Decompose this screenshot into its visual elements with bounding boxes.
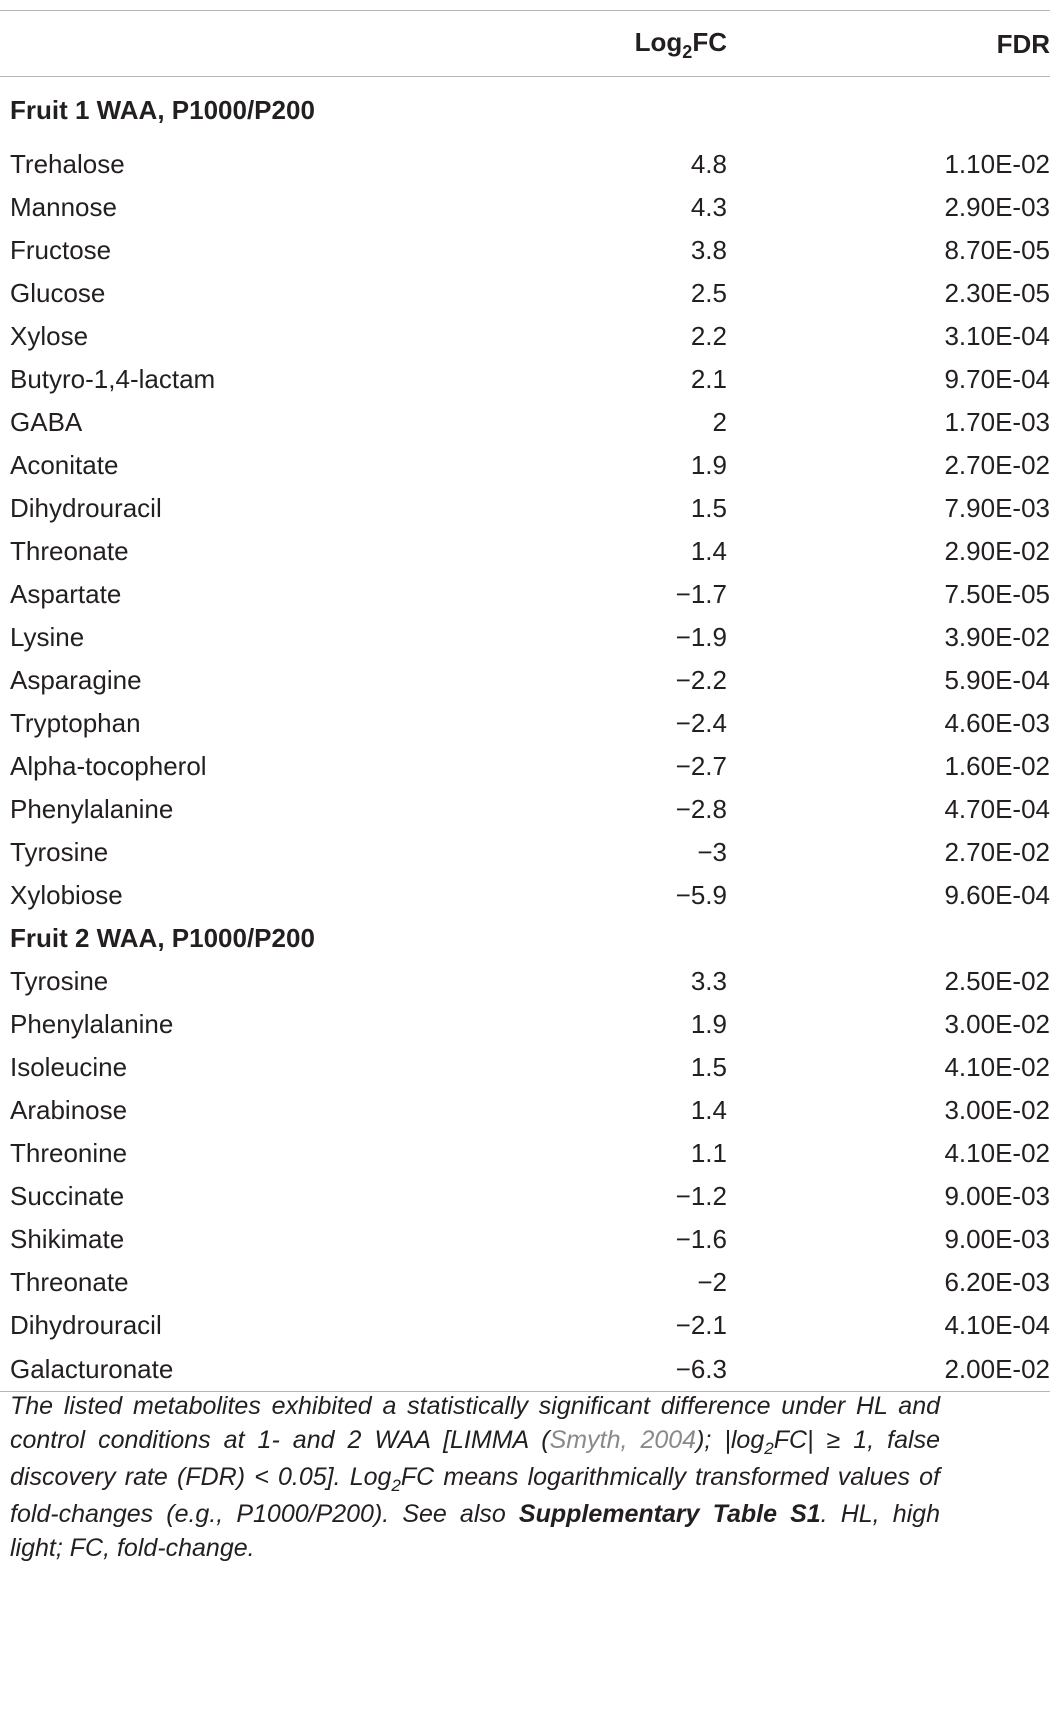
group-header-row (0, 77, 1050, 144)
metabolite-name-cell: Aspartate (10, 579, 122, 609)
fdr-cell: 1.60E-02 (944, 751, 1050, 781)
fdr-cell: 9.00E-03 (944, 1224, 1050, 1254)
table-row (0, 1261, 1050, 1304)
metabolite-name-cell: Arabinose (10, 1095, 128, 1125)
fdr-cell: 1.70E-03 (944, 407, 1050, 437)
metabolite-name-cell: Tryptophan (10, 708, 141, 738)
log2fc-cell: −1.2 (675, 1181, 727, 1211)
log2fc-cell: −3 (697, 837, 727, 867)
log2fc-cell: −6.3 (523, 1347, 727, 1392)
fdr-cell: 3.00E-02 (944, 1095, 1050, 1125)
log2fc-cell: −2.8 (675, 794, 727, 824)
fdr-cell: 8.70E-05 (944, 235, 1050, 265)
table-body (0, 77, 1050, 1392)
table-row (0, 143, 1050, 186)
table-row (0, 401, 1050, 444)
table-row (0, 272, 1050, 315)
log2fc-cell: 2.5 (690, 278, 727, 308)
footnote-supplementary-link[interactable]: Supplementary Table S1 (518, 1500, 821, 1528)
fdr-cell: 2.00E-02 (727, 1347, 1050, 1392)
metabolite-name-cell: Dihydrouracil (10, 1310, 162, 1340)
table-row (0, 444, 1050, 487)
log2fc-cell: −2.4 (675, 708, 727, 738)
log2fc-cell: 1.4 (690, 536, 727, 566)
fdr-cell: 3.00E-02 (944, 1009, 1050, 1039)
metabolite-name-cell: Glucose (10, 278, 106, 308)
metabolite-name-cell: Dihydrouracil (10, 493, 162, 523)
log2fc-cell: 1.9 (690, 450, 727, 480)
fdr-cell: 4.10E-02 (944, 1052, 1050, 1082)
group-title: Fruit 2 WAA, P1000/P200 (10, 923, 315, 953)
metabolite-name-cell: Succinate (10, 1181, 125, 1211)
table-row (0, 487, 1050, 530)
footnote-text-4: FC means logarithmically transformed values of fold-changes (e.g., P1000/P200). See also (10, 1463, 940, 1528)
group-empty-cell (727, 77, 1050, 144)
table-row (0, 1347, 1050, 1392)
table-row (0, 831, 1050, 874)
metabolite-name-cell: Galacturonate (0, 1347, 523, 1392)
metabolite-name-cell: Tyrosine (10, 837, 109, 867)
footnote-text-1: The listed metabolites exhibited a statistically significant difference under HL and control conditions at 1- and 2 WAA [LIMMA ( (10, 1392, 940, 1454)
metabolite-name-cell: Xylose (10, 321, 89, 351)
log2fc-cell: −2.2 (675, 665, 727, 695)
fdr-cell: 3.10E-04 (944, 321, 1050, 351)
metabolite-name-cell: Xylobiose (10, 880, 123, 910)
footnote-citation-link[interactable]: Smyth, 2004 (549, 1426, 697, 1454)
fdr-cell: 2.70E-02 (944, 837, 1050, 867)
footnote-text-2: ); |log (696, 1426, 765, 1454)
fdr-cell: 6.20E-03 (944, 1267, 1050, 1297)
table-footnote (10, 1389, 940, 1565)
log2fc-cell: 3.8 (690, 235, 727, 265)
log2fc-cell: 2 (712, 407, 727, 437)
metabolite-name-cell: Aconitate (10, 450, 119, 480)
table-row (0, 874, 1050, 917)
fdr-cell: 7.50E-05 (944, 579, 1050, 609)
fdr-cell: 2.90E-03 (944, 192, 1050, 222)
metabolite-name-cell: Alpha-tocopherol (10, 751, 207, 781)
table-row (0, 788, 1050, 831)
log2fc-cell: 1.5 (690, 493, 727, 523)
log2fc-cell: −2 (697, 1267, 727, 1297)
group-empty-cell (523, 917, 727, 960)
metabolite-name-cell: Threonate (10, 1267, 129, 1297)
log2fc-cell: 1.9 (690, 1009, 727, 1039)
log2fc-cell: 4.8 (690, 149, 727, 179)
table-row (0, 745, 1050, 788)
footnote-subscript-2: 2 (391, 1476, 401, 1495)
table-row (0, 702, 1050, 745)
metabolite-name-cell: Shikimate (10, 1224, 125, 1254)
table-row (0, 358, 1050, 401)
group-title: Fruit 1 WAA, P1000/P200 (10, 95, 315, 125)
fdr-cell: 4.60E-03 (944, 708, 1050, 738)
group-empty-cell (523, 77, 727, 144)
header-log2fc-prefix: Log (634, 27, 683, 57)
metabolite-name-cell: Phenylalanine (10, 1009, 174, 1039)
header-fdr: FDR (727, 11, 1050, 77)
fdr-cell: 9.70E-04 (944, 364, 1050, 394)
metabolite-name-cell: Isoleucine (10, 1052, 128, 1082)
metabolite-name-cell: Lysine (10, 622, 85, 652)
fdr-cell: 2.30E-05 (944, 278, 1050, 308)
table-row (0, 186, 1050, 229)
log2fc-cell: 3.3 (690, 966, 727, 996)
table-row (0, 1089, 1050, 1132)
header-log2fc-subscript: 2 (682, 42, 693, 62)
table-row (0, 1175, 1050, 1218)
table-row (0, 1218, 1050, 1261)
metabolite-name-cell: Tyrosine (10, 966, 109, 996)
fdr-cell: 3.90E-02 (944, 622, 1050, 652)
table-row (0, 960, 1050, 1003)
log2fc-cell: −2.1 (675, 1310, 727, 1340)
log2fc-cell: 2.1 (690, 364, 727, 394)
log2fc-cell: 1.1 (690, 1138, 727, 1168)
fdr-cell: 9.60E-04 (944, 880, 1050, 910)
log2fc-cell: −5.9 (675, 880, 727, 910)
group-header-row (0, 917, 1050, 960)
fdr-cell: 9.00E-03 (944, 1181, 1050, 1211)
header-log2fc-suffix: FC (692, 27, 727, 57)
metabolite-name-cell: Butyro-1,4-lactam (10, 364, 216, 394)
fdr-cell: 5.90E-04 (944, 665, 1050, 695)
fdr-cell: 4.10E-04 (944, 1310, 1050, 1340)
table-row (0, 1304, 1050, 1347)
fdr-cell: 7.90E-03 (944, 493, 1050, 523)
fdr-cell: 2.90E-02 (944, 536, 1050, 566)
log2fc-cell: −1.9 (675, 622, 727, 652)
table-row (0, 530, 1050, 573)
table-row (0, 1132, 1050, 1175)
log2fc-cell: 1.4 (690, 1095, 727, 1125)
metabolite-name-cell: Fructose (10, 235, 112, 265)
metabolite-name-cell: Trehalose (10, 149, 125, 179)
log2fc-cell: −1.6 (675, 1224, 727, 1254)
table-row (0, 315, 1050, 358)
metabolite-table (0, 10, 1050, 1392)
header-metabolite (0, 11, 523, 77)
table-row (0, 659, 1050, 702)
table-row (0, 1003, 1050, 1046)
fdr-cell: 1.10E-02 (944, 149, 1050, 179)
footnote-text-3: FC| ≥ 1, false discovery rate (FDR) < 0.05]. Log (10, 1426, 940, 1491)
log2fc-cell: −2.7 (675, 751, 727, 781)
fdr-cell: 4.70E-04 (944, 794, 1050, 824)
table-row (0, 573, 1050, 616)
metabolite-name-cell: Mannose (10, 192, 117, 222)
log2fc-cell: 2.2 (690, 321, 727, 351)
metabolite-name-cell: Threonate (10, 536, 129, 566)
header-log2fc (523, 11, 727, 77)
metabolite-name-cell: Threonine (10, 1138, 128, 1168)
metabolite-name-cell: GABA (10, 407, 83, 437)
log2fc-cell: 1.5 (690, 1052, 727, 1082)
metabolite-name-cell: Asparagine (10, 665, 142, 695)
log2fc-cell: 4.3 (690, 192, 727, 222)
log2fc-cell: −1.7 (675, 579, 727, 609)
fdr-cell: 2.70E-02 (944, 450, 1050, 480)
fdr-cell: 2.50E-02 (944, 966, 1050, 996)
table-row (0, 1046, 1050, 1089)
fdr-cell: 4.10E-02 (944, 1138, 1050, 1168)
table-row (0, 229, 1050, 272)
group-empty-cell (727, 917, 1050, 960)
footnote-text-5: . HL, high light; FC, fold-change. (10, 1500, 940, 1562)
footnote-subscript-1: 2 (764, 1439, 774, 1458)
table-header-row (0, 11, 1050, 77)
table-row (0, 616, 1050, 659)
metabolite-name-cell: Phenylalanine (10, 794, 174, 824)
